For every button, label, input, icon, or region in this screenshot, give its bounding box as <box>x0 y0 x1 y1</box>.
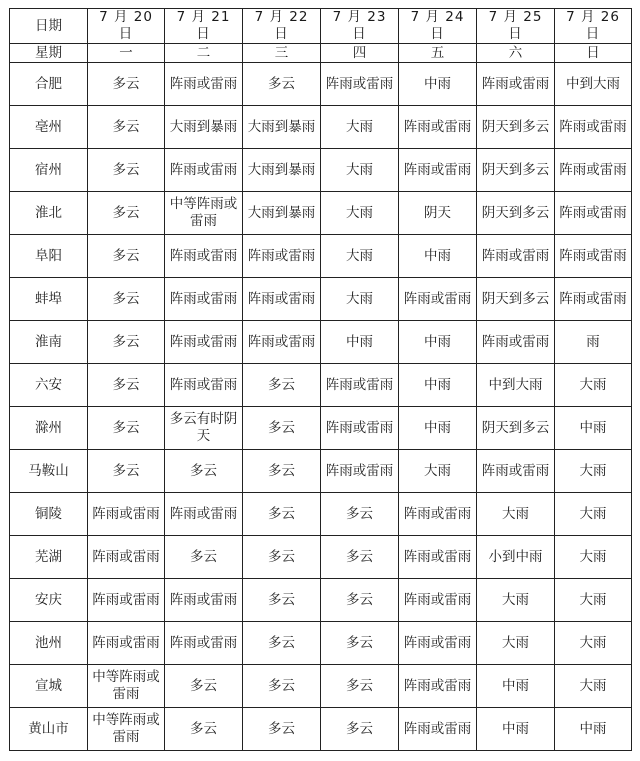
weather-condition-cell: 多云 <box>243 708 321 751</box>
weather-condition-cell: 阵雨或雷雨 <box>555 149 632 192</box>
weather-condition-cell: 多云 <box>165 536 243 579</box>
weather-condition-cell: 多云 <box>88 235 165 278</box>
date-label: 日期 <box>10 9 88 44</box>
table-row <box>10 579 632 622</box>
weekday-cell: 四 <box>321 44 399 63</box>
weather-condition-cell: 阵雨或雷雨 <box>399 536 477 579</box>
weather-condition-cell: 阴天到多云 <box>477 149 555 192</box>
weather-condition-cell: 多云 <box>243 450 321 493</box>
date-cell: 7 月 26 日 <box>555 9 632 44</box>
weather-condition-cell: 多云 <box>243 364 321 407</box>
weather-condition-cell: 多云 <box>88 450 165 493</box>
weather-condition-cell: 中雨 <box>399 321 477 364</box>
city-name: 马鞍山 <box>10 450 88 493</box>
table-row <box>10 63 632 106</box>
date-cell: 7 月 21 日 <box>165 9 243 44</box>
weather-condition-cell: 阵雨或雷雨 <box>88 493 165 536</box>
weather-condition-cell: 阵雨或雷雨 <box>243 278 321 321</box>
table-row <box>10 493 632 536</box>
city-name: 宿州 <box>10 149 88 192</box>
weather-condition-cell: 多云 <box>243 536 321 579</box>
weather-condition-cell: 多云 <box>321 579 399 622</box>
weather-condition-cell: 阵雨或雷雨 <box>88 536 165 579</box>
weather-condition-cell: 阵雨或雷雨 <box>399 149 477 192</box>
weather-condition-cell: 阵雨或雷雨 <box>165 321 243 364</box>
weather-condition-cell: 大雨 <box>555 536 632 579</box>
forecast-body <box>10 63 632 751</box>
weather-condition-cell: 阵雨或雷雨 <box>321 450 399 493</box>
weather-condition-cell: 大雨 <box>555 665 632 708</box>
weekday-cell: 日 <box>555 44 632 63</box>
weather-condition-cell: 多云 <box>243 665 321 708</box>
weather-condition-cell: 多云 <box>321 622 399 665</box>
weather-condition-cell: 阴天到多云 <box>477 106 555 149</box>
city-name: 铜陵 <box>10 493 88 536</box>
table-row <box>10 708 632 751</box>
weather-condition-cell: 阵雨或雷雨 <box>165 63 243 106</box>
city-name: 池州 <box>10 622 88 665</box>
city-name: 黄山市 <box>10 708 88 751</box>
weather-condition-cell: 大雨 <box>555 579 632 622</box>
weather-condition-cell: 雨 <box>555 321 632 364</box>
city-name: 阜阳 <box>10 235 88 278</box>
table-row <box>10 278 632 321</box>
weather-condition-cell: 多云 <box>165 665 243 708</box>
weather-condition-cell: 阴天到多云 <box>477 192 555 235</box>
weather-condition-cell: 大雨 <box>321 235 399 278</box>
weather-condition-cell: 中到大雨 <box>477 364 555 407</box>
weather-condition-cell: 阵雨或雷雨 <box>165 364 243 407</box>
weather-condition-cell: 阵雨或雷雨 <box>88 579 165 622</box>
weather-condition-cell: 多云 <box>243 493 321 536</box>
weather-condition-cell: 多云 <box>165 708 243 751</box>
weather-condition-cell: 阵雨或雷雨 <box>165 622 243 665</box>
weather-condition-cell: 中雨 <box>399 235 477 278</box>
city-name: 安庆 <box>10 579 88 622</box>
weather-condition-cell: 大雨 <box>555 493 632 536</box>
weather-condition-cell: 阵雨或雷雨 <box>477 235 555 278</box>
weather-condition-cell: 阵雨或雷雨 <box>477 63 555 106</box>
weather-condition-cell: 阵雨或雷雨 <box>555 278 632 321</box>
weekday-label: 星期 <box>10 44 88 63</box>
weather-condition-cell: 多云 <box>321 493 399 536</box>
weather-condition-cell: 大雨 <box>555 364 632 407</box>
weather-condition-cell: 大雨 <box>321 149 399 192</box>
weather-condition-cell: 多云 <box>165 450 243 493</box>
weather-condition-cell: 阴天到多云 <box>477 407 555 450</box>
table-row <box>10 450 632 493</box>
city-name: 芜湖 <box>10 536 88 579</box>
weather-condition-cell: 多云 <box>88 149 165 192</box>
weather-condition-cell: 大雨 <box>477 579 555 622</box>
date-cell: 7 月 22 日 <box>243 9 321 44</box>
weather-condition-cell: 多云 <box>88 407 165 450</box>
table-row <box>10 235 632 278</box>
weather-condition-cell: 阵雨或雷雨 <box>399 493 477 536</box>
table-row <box>10 321 632 364</box>
weather-condition-cell: 阵雨或雷雨 <box>555 235 632 278</box>
weather-condition-cell: 阵雨或雷雨 <box>399 579 477 622</box>
weather-condition-cell: 多云 <box>88 192 165 235</box>
weather-condition-cell: 中等阵雨或雷雨 <box>88 708 165 751</box>
weekday-cell: 三 <box>243 44 321 63</box>
weather-condition-cell: 阵雨或雷雨 <box>399 278 477 321</box>
weather-condition-cell: 中等阵雨或雷雨 <box>88 665 165 708</box>
table-row <box>10 622 632 665</box>
weather-condition-cell: 多云 <box>321 536 399 579</box>
city-name: 蚌埠 <box>10 278 88 321</box>
weekday-header-row <box>10 44 632 63</box>
weather-condition-cell: 阵雨或雷雨 <box>165 493 243 536</box>
weather-condition-cell: 阵雨或雷雨 <box>399 106 477 149</box>
weather-condition-cell: 阵雨或雷雨 <box>243 235 321 278</box>
weather-condition-cell: 阵雨或雷雨 <box>321 63 399 106</box>
weekday-cell: 二 <box>165 44 243 63</box>
weather-condition-cell: 中雨 <box>555 407 632 450</box>
weather-condition-cell: 阵雨或雷雨 <box>165 278 243 321</box>
weather-condition-cell: 多云 <box>243 622 321 665</box>
weather-condition-cell: 阵雨或雷雨 <box>477 450 555 493</box>
weather-condition-cell: 阴天到多云 <box>477 278 555 321</box>
weather-condition-cell: 中雨 <box>399 364 477 407</box>
weather-condition-cell: 阵雨或雷雨 <box>321 407 399 450</box>
city-name: 淮南 <box>10 321 88 364</box>
weather-condition-cell: 多云 <box>243 407 321 450</box>
weather-condition-cell: 阵雨或雷雨 <box>399 708 477 751</box>
table-row <box>10 149 632 192</box>
weather-condition-cell: 大雨 <box>399 450 477 493</box>
weather-condition-cell: 大雨到暴雨 <box>243 192 321 235</box>
weather-condition-cell: 阵雨或雷雨 <box>88 622 165 665</box>
weather-condition-cell: 大雨到暴雨 <box>243 149 321 192</box>
date-header-row <box>10 9 632 44</box>
table-row <box>10 106 632 149</box>
date-cell: 7 月 25 日 <box>477 9 555 44</box>
weather-condition-cell: 大雨 <box>321 106 399 149</box>
table-row <box>10 192 632 235</box>
city-name: 淮北 <box>10 192 88 235</box>
weather-condition-cell: 中等阵雨或雷雨 <box>165 192 243 235</box>
weather-condition-cell: 阵雨或雷雨 <box>165 149 243 192</box>
weather-condition-cell: 阵雨或雷雨 <box>399 622 477 665</box>
weather-condition-cell: 阴天 <box>399 192 477 235</box>
weather-condition-cell: 多云 <box>321 665 399 708</box>
weather-condition-cell: 阵雨或雷雨 <box>399 665 477 708</box>
weather-condition-cell: 多云 <box>243 63 321 106</box>
weather-condition-cell: 阵雨或雷雨 <box>165 235 243 278</box>
weather-condition-cell: 大雨 <box>321 192 399 235</box>
weather-condition-cell: 多云有时阴天 <box>165 407 243 450</box>
weather-condition-cell: 阵雨或雷雨 <box>321 364 399 407</box>
weekday-cell: 一 <box>88 44 165 63</box>
weather-condition-cell: 多云 <box>88 321 165 364</box>
city-name: 六安 <box>10 364 88 407</box>
weather-condition-cell: 多云 <box>243 579 321 622</box>
weather-condition-cell: 多云 <box>88 278 165 321</box>
weekday-cell: 五 <box>399 44 477 63</box>
weather-condition-cell: 中雨 <box>399 407 477 450</box>
city-name: 滁州 <box>10 407 88 450</box>
city-name: 宣城 <box>10 665 88 708</box>
weather-condition-cell: 多云 <box>321 708 399 751</box>
weather-condition-cell: 大雨 <box>477 493 555 536</box>
weather-condition-cell: 中雨 <box>399 63 477 106</box>
table-row <box>10 364 632 407</box>
weather-condition-cell: 大雨 <box>321 278 399 321</box>
weather-condition-cell: 阵雨或雷雨 <box>243 321 321 364</box>
weather-forecast-table <box>9 8 632 751</box>
weather-condition-cell: 阵雨或雷雨 <box>555 192 632 235</box>
weather-condition-cell: 中雨 <box>321 321 399 364</box>
weather-condition-cell: 多云 <box>88 63 165 106</box>
weather-condition-cell: 多云 <box>88 364 165 407</box>
weather-condition-cell: 大雨到暴雨 <box>243 106 321 149</box>
city-name: 合肥 <box>10 63 88 106</box>
weather-condition-cell: 中到大雨 <box>555 63 632 106</box>
weather-condition-cell: 中雨 <box>555 708 632 751</box>
date-cell: 7 月 23 日 <box>321 9 399 44</box>
weather-condition-cell: 大雨到暴雨 <box>165 106 243 149</box>
weather-condition-cell: 大雨 <box>477 622 555 665</box>
date-cell: 7 月 24 日 <box>399 9 477 44</box>
weekday-cell: 六 <box>477 44 555 63</box>
weather-condition-cell: 多云 <box>88 106 165 149</box>
table-row <box>10 536 632 579</box>
weather-condition-cell: 大雨 <box>555 622 632 665</box>
weather-condition-cell: 阵雨或雷雨 <box>477 321 555 364</box>
table-row <box>10 665 632 708</box>
weather-condition-cell: 中雨 <box>477 708 555 751</box>
weather-condition-cell: 阵雨或雷雨 <box>165 579 243 622</box>
weather-condition-cell: 中雨 <box>477 665 555 708</box>
table-row <box>10 407 632 450</box>
weather-condition-cell: 阵雨或雷雨 <box>555 106 632 149</box>
weather-condition-cell: 小到中雨 <box>477 536 555 579</box>
city-name: 亳州 <box>10 106 88 149</box>
date-cell: 7 月 20 日 <box>88 9 165 44</box>
weather-condition-cell: 大雨 <box>555 450 632 493</box>
